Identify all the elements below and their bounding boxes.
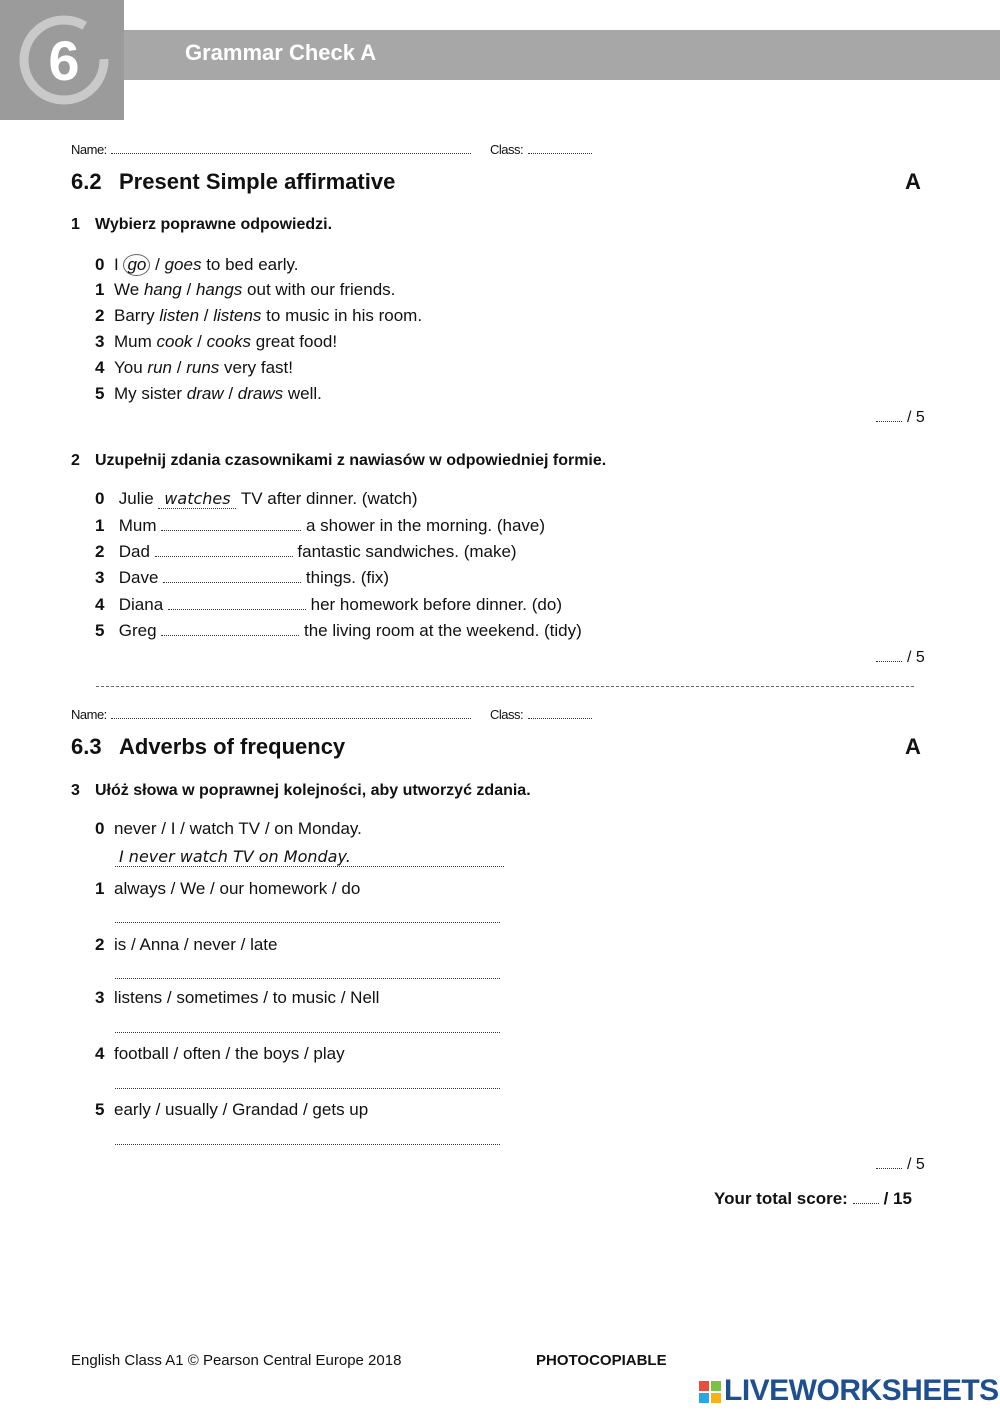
item-number: 4	[95, 1044, 105, 1063]
option[interactable]: cooks	[206, 332, 252, 351]
item-number: 1	[95, 879, 105, 898]
total-score-field[interactable]	[853, 1203, 879, 1204]
option[interactable]: goes	[164, 255, 202, 274]
ex2-item: 3 Dave things. (fix)	[95, 568, 390, 587]
option[interactable]: hangs	[195, 280, 243, 299]
ex1-item: 0 I go / goes to bed early.	[95, 255, 299, 274]
answer-field[interactable]	[168, 609, 306, 610]
answer-line[interactable]	[115, 1016, 500, 1033]
logo-text: LIVEWORKSHEETS	[724, 1374, 999, 1407]
item-number: 1	[95, 516, 105, 535]
answer-line[interactable]	[115, 1128, 500, 1145]
answer-field[interactable]	[163, 582, 301, 583]
section-title: Adverbs of frequency	[119, 734, 346, 759]
logo-grid-icon	[698, 1381, 724, 1403]
total-score: Your total score: / 15	[714, 1189, 912, 1208]
ex3-item: 0 never / I / watch TV / on Monday.	[95, 819, 362, 838]
option[interactable]: runs	[186, 358, 220, 377]
item-number: 3	[95, 332, 105, 351]
instruction-text: Uzupełnij zdania czasownikami z nawiasów w odpowiedniej formie.	[95, 452, 607, 469]
ex2-item: 2 Dad fantastic sandwiches. (make)	[95, 542, 517, 561]
name-label: Name:	[71, 142, 107, 157]
name-field[interactable]	[111, 718, 471, 719]
total-score-label: Your total score:	[714, 1189, 848, 1208]
item-number: 0	[95, 819, 105, 838]
item-number: 3	[95, 568, 105, 587]
selected-option[interactable]: go	[123, 254, 150, 276]
exercise-score: / 5	[876, 1156, 925, 1174]
name-field[interactable]	[111, 153, 471, 154]
answer-line[interactable]	[115, 1072, 500, 1089]
instruction-text: Wybierz poprawne odpowiedzi.	[95, 216, 333, 233]
ex2-item: 1 Mum a shower in the morning. (have)	[95, 516, 546, 535]
unit-ring-icon	[0, 0, 124, 120]
answer-field[interactable]	[161, 635, 299, 636]
option[interactable]: run	[147, 358, 172, 377]
class-label: Class:	[490, 142, 524, 157]
item-number: 2	[95, 542, 105, 561]
section-number: 6.3	[71, 734, 102, 759]
exercise-number: 2	[71, 452, 80, 469]
answer-line[interactable]	[115, 906, 500, 923]
ex1-item: 5 My sister draw / draws well.	[95, 384, 322, 403]
exercise-1-instruction	[71, 216, 332, 234]
name-row	[71, 141, 471, 159]
exercise-3-instruction	[71, 782, 531, 800]
ex2-item: 4 Diana her homework before dinner. (do)	[95, 595, 562, 614]
item-text: I	[114, 255, 119, 274]
version-letter: A	[905, 169, 921, 194]
section-title: Present Simple affirmative	[119, 169, 396, 194]
ex3-item: 2 is / Anna / never / late	[95, 935, 278, 954]
answer-field[interactable]	[161, 530, 301, 531]
class-label: Class:	[490, 707, 524, 722]
cut-line	[96, 686, 914, 687]
exercise-score: / 5	[876, 409, 925, 427]
name-label: Name:	[71, 707, 107, 722]
item-number: 4	[95, 595, 105, 614]
ex3-item: 3 listens / sometimes / to music / Nell	[95, 988, 380, 1007]
ex3-item: 4 football / often / the boys / play	[95, 1044, 345, 1063]
page-title: Grammar Check A	[185, 40, 377, 65]
score-field[interactable]	[876, 661, 902, 662]
unit-badge	[0, 0, 124, 120]
exercise-number: 3	[71, 782, 80, 799]
answer-field[interactable]	[155, 556, 293, 557]
class-field[interactable]	[528, 718, 592, 719]
item-number: 3	[95, 988, 105, 1007]
option[interactable]: hang	[143, 280, 182, 299]
class-row	[490, 141, 592, 159]
item-number: 2	[95, 935, 105, 954]
score-field[interactable]	[876, 421, 902, 422]
item-number: 2	[95, 306, 105, 325]
exercise-score: / 5	[876, 649, 925, 667]
ex1-item: 1 We hang / hangs out with our friends.	[95, 280, 396, 299]
ex3-item: 1 always / We / our homework / do	[95, 879, 361, 898]
option[interactable]: listens	[213, 306, 262, 325]
ex2-item: 0 Julie watches TV after dinner. (watch)	[95, 489, 418, 508]
item-text: to bed early.	[206, 255, 299, 274]
item-number: 4	[95, 358, 105, 377]
unit-number: 6	[48, 29, 80, 92]
option[interactable]: draws	[237, 384, 284, 403]
ex2-item: 5 Greg the living room at the weekend. (tidy)	[95, 621, 582, 640]
exercise-number: 1	[71, 216, 80, 233]
score-field[interactable]	[876, 1168, 902, 1169]
item-number: 5	[95, 1100, 105, 1119]
option[interactable]: draw	[186, 384, 224, 403]
section-number: 6.2	[71, 169, 102, 194]
ex1-item: 3 Mum cook / cooks great food!	[95, 332, 338, 351]
item-number: 5	[95, 621, 105, 640]
item-number: 0	[95, 489, 105, 508]
class-field[interactable]	[528, 153, 592, 154]
instruction-text: Ułóż słowa w poprawnej kolejności, aby utworzyć zdania.	[95, 782, 531, 799]
option[interactable]: listen	[159, 306, 200, 325]
answer-line[interactable]: I never watch TV on Monday.	[115, 847, 504, 867]
name-row	[71, 706, 471, 724]
item-number: 0	[95, 255, 105, 274]
ex3-item: 5 early / usually / Grandad / gets up	[95, 1100, 369, 1119]
option[interactable]: cook	[156, 332, 193, 351]
item-number: 5	[95, 384, 105, 403]
answer-field[interactable]: watches	[158, 489, 236, 509]
class-row	[490, 706, 592, 724]
exercise-2-instruction	[71, 452, 606, 470]
version-letter: A	[905, 734, 921, 759]
item-number: 1	[95, 280, 105, 299]
liveworksheets-logo	[698, 1374, 999, 1408]
ex1-item: 2 Barry listen / listens to music in his room.	[95, 306, 423, 325]
answer-line[interactable]	[115, 962, 500, 979]
footer-photocopiable: PHOTOCOPIABLE	[536, 1352, 667, 1369]
footer-copyright: English Class A1 © Pearson Central Europe 2018	[71, 1352, 402, 1369]
ex1-item: 4 You run / runs very fast!	[95, 358, 293, 377]
